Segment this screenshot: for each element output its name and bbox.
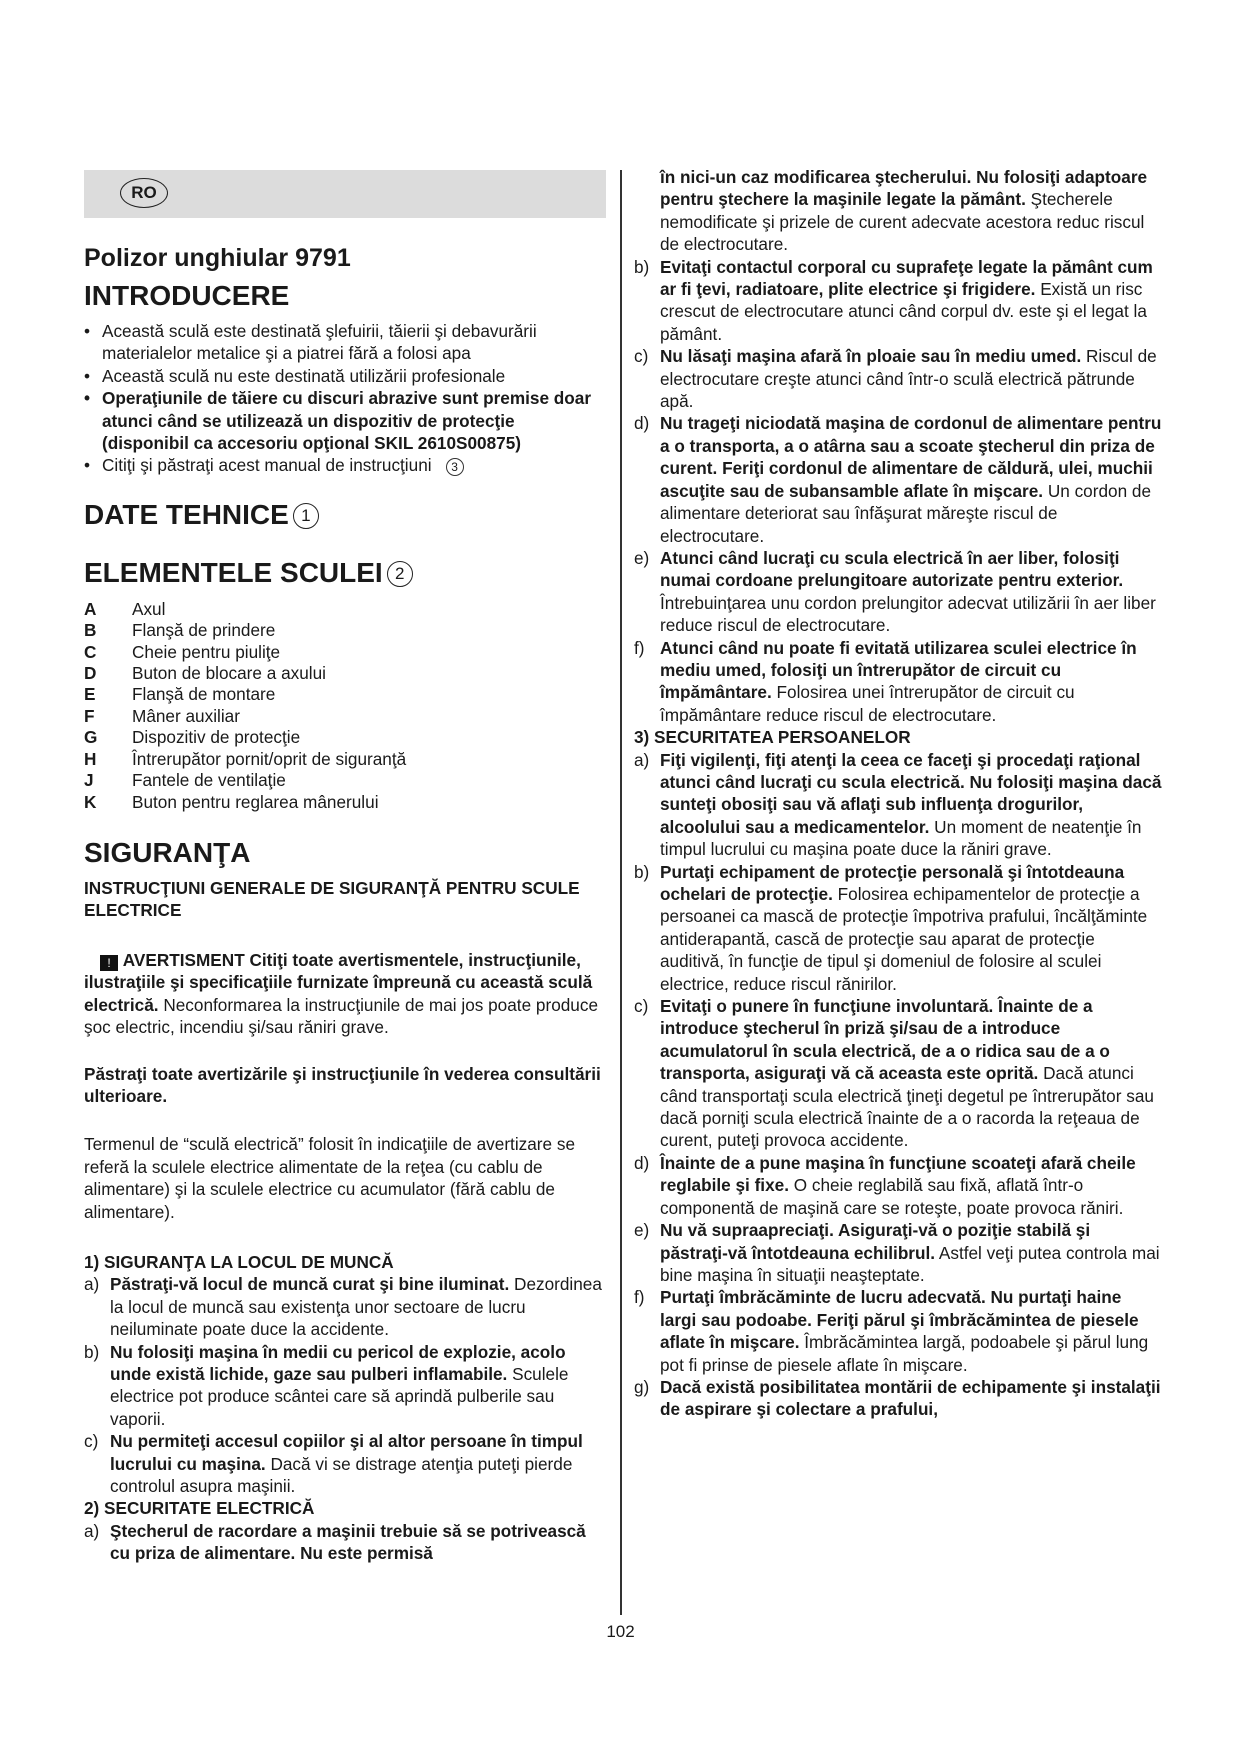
- figure-ref-1: 1: [293, 503, 319, 529]
- item-bold: Înainte de a pune maşina în funcţiune scoateţi afară cheile reglabile şi fixe.: [660, 1152, 1136, 1196]
- s3-item-f: [634, 1286, 1162, 1376]
- item-marker: f): [634, 637, 645, 658]
- part-item: [84, 792, 606, 813]
- item-bold: Nu permiteţi accesul copiilor şi al altor persoane în timpul lucrului cu maşina.: [110, 1431, 583, 1474]
- safety-heading: SIGURANŢA: [84, 836, 251, 868]
- item-bold: Fiţi vigilenţi, fiţi atenţi la ceea ce faceţi şi procedaţi raţional atunci când lucraţi cu scula electrică. Nu folosiţi maşina dacă sunteţi obosiţi sau vă aflaţi sub influenţa drogurilor, alcoolului sau a medicamentelor.: [660, 749, 1162, 837]
- item-marker: e): [634, 1220, 650, 1241]
- item-text: Un moment de neatenţie în timpul lucrului cu maşina poate duce la răniri grave.: [660, 816, 1142, 860]
- part-key: D: [84, 663, 97, 684]
- item-marker: c): [84, 1431, 99, 1452]
- item-text: Folosirea echipamentelor de protecţie a persoanei ca mască de protecţie împotriva prafului, încălţăminte antiderapantă, cască de protecţie sau aparat de protecţie auditivă, în funcţie de tipul şi domeniul de folosire al sculei electrice, reduce riscul rănirilor.: [660, 884, 1148, 994]
- s3-item-a: [634, 749, 1162, 861]
- item-marker: e): [634, 547, 650, 568]
- s2-item-c: [634, 345, 1162, 412]
- item-bold: Purtaţi echipament de protecţie personală şi întotdeauna ochelari de protecţie.: [660, 861, 1125, 904]
- part-key: A: [84, 598, 97, 619]
- item-marker: a): [84, 1520, 100, 1541]
- intro-heading: INTRODUCERE: [84, 280, 290, 311]
- item-text: Folosirea unei întrerupător de circuit cu împământare reduce riscul de electrocutare.: [660, 682, 1075, 725]
- item-marker: d): [634, 413, 650, 434]
- item-marker: c): [634, 346, 649, 367]
- part-label: Flanşă de montare: [132, 684, 276, 705]
- item-bold: Păstraţi-vă locul de muncă curat şi bine iluminat.: [110, 1274, 510, 1295]
- item-bold: Evitaţi contactul corporal cu suprafeţe legate la pământ cum ar fi ţevi, radiatoare, plite electrice şi frigidere.: [660, 256, 1153, 300]
- s3-item-d: [634, 1152, 1162, 1219]
- item-text: Dezordinea la locul de muncă sau existenţa unor sectoare de lucru neiluminate poate duce la accidente.: [110, 1274, 602, 1340]
- part-label: Dispozitiv de protecţie: [132, 727, 301, 748]
- item-bold: Nu lăsaţi maşina afară în ploaie sau în mediu umed.: [660, 346, 1082, 367]
- part-key: F: [84, 705, 95, 726]
- s3-item-c: [634, 995, 1162, 1152]
- column-divider: [620, 170, 622, 1615]
- item-marker: c): [634, 996, 649, 1017]
- part-item: [84, 770, 606, 791]
- item-bold: Atunci când lucraţi cu scula electrică în aer liber, folosiţi numai cordoane prelungitoare autorizate pentru exterior.: [660, 547, 1124, 591]
- part-item: [84, 727, 606, 748]
- item-bold: Atunci când nu poate fi evitată utilizarea sculei electrice în mediu umed, folosiţi un întrerupător de circuit cu împământare.: [660, 637, 1137, 703]
- tech-data-heading: [84, 497, 606, 533]
- figure-ref-3: 3: [446, 458, 464, 476]
- elements-heading: [84, 555, 606, 591]
- intro-bullet-3: • Operaţiunile de tăiere cu discuri abrazive sunt premise doar atunci când se utilizează un dispozitiv de protecţie (disponibil ca accesoriu opţional SKIL 2610S00875): [84, 387, 606, 454]
- intro-bullet-4: [84, 454, 606, 476]
- item-bold: Nu folosiţi maşina în medii cu pericol de explozie, acolo unde există lichide, gaze sau pulberi inflamabile.: [110, 1341, 566, 1384]
- part-label: Întrerupător pornit/oprit de siguranţă: [132, 748, 407, 769]
- item-marker: a): [634, 749, 650, 770]
- item-marker: b): [84, 1341, 100, 1362]
- page-number: 102: [606, 1622, 635, 1641]
- item-marker: f): [634, 1287, 645, 1308]
- item-bold: Purtaţi îmbrăcăminte de lucru adecvată. Nu purtaţi haine largi sau podoabe. Feriţi părul şi îmbrăcămintea de piesele aflate în mişcare.: [660, 1287, 1139, 1353]
- part-label: Mâner auxiliar: [132, 705, 240, 726]
- part-key: H: [84, 748, 97, 769]
- intro-bullet-4-text: Citiţi şi păstraţi acest manual de instrucţiuni: [102, 455, 432, 476]
- s2-item-a-start: [84, 1520, 606, 1565]
- item-text: Sculele electrice pot produce scântei care să aprindă pulberile sau vaporii.: [110, 1364, 569, 1429]
- part-label: Buton de blocare a axului: [132, 663, 326, 684]
- part-label: Fantele de ventilaţie: [132, 770, 286, 791]
- warning-bold: AVERTISMENT Citiţi toate avertismentele, instrucţiunile, ilustraţiile şi specificaţiile furnizate împreună cu această sculă electrică.: [84, 949, 593, 1015]
- part-label: Axul: [132, 598, 166, 619]
- warning-paragraph: [84, 949, 606, 1039]
- item-bold: Evitaţi o punere în funcţiune involuntară. Înainte de a introduce ştecherul în priză şi/sau de a introduce acumulatorul în scula electrică, de a o ridica sau de a o transporta, asiguraţi vă că aceasta este oprită.: [660, 996, 1110, 1084]
- part-item: [84, 749, 606, 770]
- elements-heading-text: ELEMENTELE SCULEI: [84, 556, 383, 588]
- item-marker: g): [634, 1376, 650, 1397]
- item-text: Un cordon de alimentare deteriorat sau înfăşurat măreşte riscul de electrocutare.: [660, 480, 1152, 546]
- s2-item-e: [634, 547, 1162, 637]
- section-3-title: 3) SECURITATEA PERSOANELOR: [634, 727, 911, 748]
- s2-item-b: [634, 256, 1162, 346]
- part-item: [84, 642, 606, 663]
- s1-item-c: [84, 1430, 606, 1497]
- s1-item-b: [84, 1341, 606, 1431]
- item-marker: a): [84, 1274, 100, 1295]
- part-label: Buton pentru reglarea mânerului: [132, 791, 379, 812]
- item-bold: în nici-un caz modificarea ştecherului. Nu folosiţi adaptoare pentru ştechere la maşinile legate la pământ.: [660, 167, 1148, 210]
- warning-triangle-icon: !: [100, 955, 118, 971]
- part-item: [84, 620, 606, 641]
- intro-bullet-2: • Această sculă nu este destinată utilizării profesionale: [84, 365, 606, 387]
- part-label: Cheie pentru piuliţe: [132, 641, 281, 662]
- part-key: C: [84, 641, 97, 662]
- s1-item-a: [84, 1273, 606, 1340]
- s3-item-g: [634, 1376, 1162, 1421]
- item-text: Ştecherele nemodificate şi prizele de curent adecvate acestora reduc riscul de electrocutare.: [660, 189, 1145, 255]
- part-label: Flanşă de prindere: [132, 620, 276, 641]
- s3-item-e: [634, 1219, 1162, 1286]
- item-text: Riscul de electrocutare creşte atunci când într-o sculă electrică pătrunde apă.: [660, 346, 1157, 412]
- part-key: K: [84, 791, 97, 812]
- s2-item-a-cont: [634, 166, 1162, 256]
- item-text: Îmbrăcămintea largă, podoabele şi părul lung pot fi prinse de piesele aflate în mişcare.: [660, 1332, 1149, 1375]
- keep-instructions: Păstraţi toate avertizările şi instrucţiunile în vederea consultării ulterioare.: [84, 1063, 601, 1106]
- item-bold: Nu vă supraapreciaţi. Asiguraţi-vă o poziţie stabilă şi păstraţi-vă întotdeauna echilibrul.: [660, 1220, 1091, 1263]
- part-key: B: [84, 620, 97, 641]
- term-definition: Termenul de “sculă electrică” folosit în indicaţiile de avertizare se referă la sculele electrice alimentate de la reţea (cu cablu de alimentare) şi la sculele electrice cu acumulator (fără cablu de alimentare).: [84, 1134, 576, 1222]
- section-2-title: 2) SECURITATE ELECTRICĂ: [84, 1498, 315, 1519]
- item-text: O cheie reglabilă sau fixă, aflată într-o componentă de maşină care se roteşte, poate provoca răniri.: [660, 1175, 1124, 1218]
- part-item: [84, 599, 606, 620]
- part-key: J: [84, 770, 94, 791]
- warning-text: Neconformarea la instrucţiunile de mai jos poate produce şoc electric, incendiu şi/sau răniri grave.: [84, 994, 599, 1038]
- intro-bullet-1: • Această sculă este destinată şlefuirii, tăierii şi debavurării materialelor metalice şi a piatrei fără a folosi apa: [84, 320, 606, 365]
- item-marker: b): [634, 256, 650, 277]
- part-item: [84, 706, 606, 727]
- s3-item-b: [634, 861, 1162, 995]
- part-item: [84, 684, 606, 705]
- item-bold: Nu trageţi niciodată maşina de cordonul de alimentare pentru a o transporta, a o atârna sau a scoate ştecherul din priza de curent. Feriţi cordonul de alimentare de căldură, ulei, muchii ascuţite sau de subansamble aflate în mişcare.: [660, 413, 1162, 501]
- part-key: G: [84, 727, 98, 748]
- item-marker: d): [634, 1152, 650, 1173]
- item-bold: Ştecherul de racordare a maşinii trebuie să se potrivească cu priza de alimentare. Nu este permisă: [110, 1520, 586, 1564]
- language-badge: RO: [120, 178, 168, 208]
- s2-item-d: [634, 412, 1162, 546]
- item-marker: b): [634, 861, 650, 882]
- right-column: [634, 166, 1162, 1421]
- section-1-title: 1) SIGURANŢA LA LOCUL DE MUNCĂ: [84, 1251, 394, 1272]
- item-text: Există un risc crescut de electrocutare atunci când corpul dv. este şi el legat la pământ.: [660, 279, 1147, 344]
- language-header: [84, 170, 606, 218]
- general-safety-title: INSTRUCŢIUNI GENERALE DE SIGURANŢĂ PENTRU SCULE ELECTRICE: [84, 877, 580, 920]
- item-text: Dacă vi se distrage atenţia puteţi pierde controlul asupra maşinii.: [110, 1453, 573, 1497]
- item-bold: Dacă există posibilitatea montării de echipamente şi instalaţii de aspirare şi colectare a prafului,: [660, 1376, 1161, 1420]
- figure-ref-2: 2: [387, 561, 413, 587]
- part-item: [84, 663, 606, 684]
- product-title: Polizor unghiular 9791: [84, 244, 351, 272]
- left-column: [84, 170, 606, 1565]
- item-text: Dacă atunci când transportaţi scula electrică ţineţi degetul pe întrerupător sau dacă porniţi scula electrică înainte de a o racorda la reţeaua de curent, puteţi provoca accidente.: [660, 1063, 1154, 1151]
- tech-data-heading-text: DATE TEHNICE: [84, 498, 289, 530]
- part-key: E: [84, 684, 96, 705]
- s2-item-f: [634, 637, 1162, 727]
- item-text: Întrebuinţarea unu cordon prelungitor adecvat utilizării în aer liber reduce riscul de electrocutare.: [660, 592, 1156, 636]
- parts-list: [84, 599, 606, 813]
- item-text: Astfel veţi putea controla mai bine maşina în situaţii neaşteptate.: [660, 1242, 1160, 1285]
- intro-bullets: [84, 320, 606, 477]
